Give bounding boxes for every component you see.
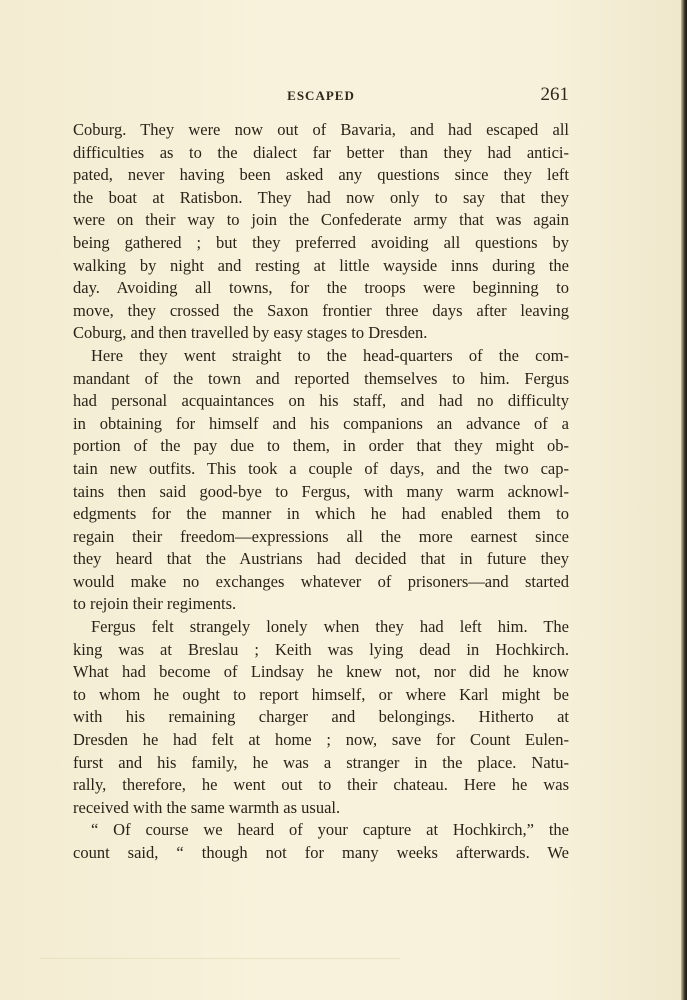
text-line: mandant of the town and reported themselves to him. Fergus (73, 368, 569, 388)
text-line: edgments for the manner in which he had enabled them to (73, 504, 569, 524)
text-line: were on their way to join the Confederate army that was again (73, 210, 569, 230)
text-line: “ Of course we heard of your capture at Hochkirch,” the (91, 820, 569, 840)
text-line: Fergus felt strangely lonely when they had left him. The (91, 617, 569, 637)
text-line: king was at Breslau ; Keith was lying dead in Hochkirch. (73, 639, 569, 659)
text-line: count said, “ though not for many weeks afterwards. We (73, 843, 569, 862)
text-line: received with the same warmth as usual. (73, 797, 341, 817)
page-edge-shadow (681, 0, 687, 1000)
text-line: move, they crossed the Saxon frontier three days after leaving (73, 300, 569, 320)
text-line: tain new outfits. This took a couple of days, and the two cap- (73, 458, 569, 478)
text-line: would make no exchanges whatever of prisoners—and started (73, 571, 569, 591)
text-line: Coburg, and then travelled by easy stages to Dresden. (73, 323, 428, 343)
text-line: Coburg. They were now out of Bavaria, and had escaped all (73, 120, 569, 139)
page-number: 261 (540, 84, 569, 105)
text-line: rally, therefore, he went out to their chateau. Here he was (73, 775, 569, 795)
text-line: portion of the pay due to them, in order that they might ob- (73, 436, 569, 456)
text-line: day. Avoiding all towns, for the troops were beginning to (73, 278, 569, 298)
text-line: to whom he ought to report himself, or where Karl might be (73, 684, 569, 704)
page-smudge (40, 958, 400, 959)
body-text (73, 119, 569, 865)
chapter-title: ESCAPED (287, 88, 355, 103)
text-line: the boat at Ratisbon. They had now only to say that they (73, 187, 569, 207)
text-line: difficulties as to the dialect far better than they had antici- (73, 142, 569, 162)
text-line: they heard that the Austrians had decided that in future they (73, 549, 569, 569)
text-line: tains then said good-bye to Fergus, with many warm acknowl- (73, 481, 569, 501)
text-line: walking by night and resting at little wayside inns during the (73, 255, 569, 275)
text-line: with his remaining charger and belongings. Hitherto at (73, 707, 569, 727)
text-line: pated, never having been asked any questions since they left (73, 165, 569, 185)
text-line: to rejoin their regiments. (73, 594, 237, 614)
text-line: Dresden he had felt at home ; now, save for Count Eulen- (73, 730, 569, 750)
text-line: in obtaining for himself and his companions an advance of a (73, 413, 569, 433)
text-line: regain their freedom—expressions all the more earnest since (73, 526, 569, 546)
text-line: had personal acquaintances on his staff, and had no difficulty (73, 391, 569, 411)
text-line: furst and his family, he was a stranger in the place. Natu- (73, 752, 569, 772)
text-line: What had become of Lindsay he knew not, nor did he know (73, 662, 569, 682)
running-head (73, 84, 569, 108)
text-line: being gathered ; but they preferred avoiding all questions by (73, 232, 569, 252)
text-line: Here they went straight to the head-quarters of the com- (91, 345, 569, 365)
